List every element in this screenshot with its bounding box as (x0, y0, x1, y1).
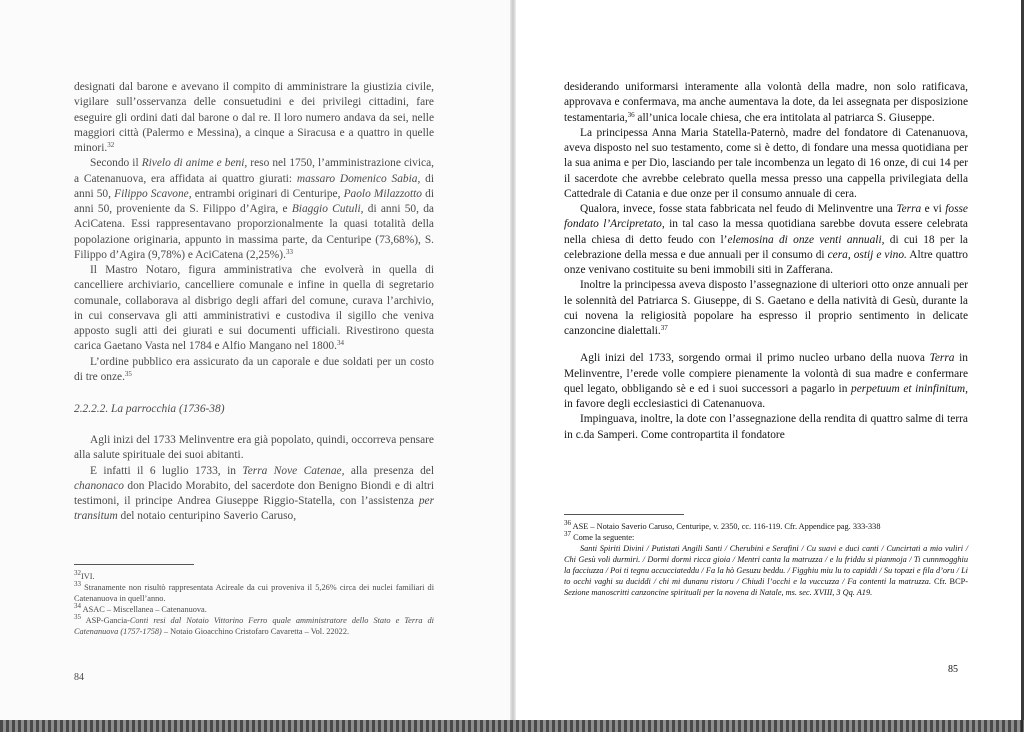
italic-text: Rivelo di anime e beni, (141, 157, 248, 170)
citation-text: Cfr. BCP- (931, 577, 968, 586)
footnote-ref: 37 (660, 324, 668, 332)
footnote-divider (564, 514, 684, 515)
paragraph (74, 355, 434, 386)
paragraph-text: in favore degli ecclesiastici di Catenanuova. (564, 398, 766, 410)
footnote-ref: 33 (285, 247, 293, 256)
paragraph-text: in tal caso la messa quotidiana sarebbe dovuta essere celebrata nella chiesa di detto feudo con l’ (564, 218, 968, 246)
italic-text: cera, ostij e vino. (827, 248, 907, 261)
paragraph: Impinguava, inoltre, la dote con l’assegnazione della rendita di quattro salme di terra in c.da Samperi. Come contropartita il fondatore (564, 413, 968, 441)
italic-text: per transitum (74, 495, 434, 523)
paragraph-text: desiderando uniformarsi interamente alla volontà della madre, non solo ratificava, approvava e confermava, ma anche aumentava la dote, da lei assegnata per disposizione testamentaria, (564, 81, 968, 124)
footnote-text: ASE – Notaio Saverio Caruso, Centuripe, v. 2350, cc. 116-119. Cfr. Appendice pag. 333-338 (572, 522, 881, 531)
paragraph-text: Altre quattro onze venivano costituite su beni immobili siti in Zafferana. (564, 248, 968, 276)
footnote-poem (564, 543, 968, 598)
footnote (564, 521, 968, 532)
footnote (564, 532, 968, 543)
paragraph-text: reso nel 1750, l’amministrazione civica, a Catenanuova, era affidata ai quattro giurati: (74, 157, 434, 185)
citation-text: Sezione manoscritti canzoncine spirituali per la novena di Natale, ms. sec. XVIII, 3 Qq. A19. (564, 588, 873, 597)
footnote-divider (74, 564, 194, 565)
italic-text: Conti resi dal Notaio Vittorino Ferro quale amministratore dello Stato e Terra di Catenanuova (1757-1758) (74, 616, 434, 636)
paragraph (564, 80, 968, 126)
paragraph: La principessa Anna Maria Statella-Paternò, madre del fondatore di Catenanuova, aveva disposto nel suo testamento, come si è detto, di fondare una messa quotidiana per la sua anima e per Dio, lasciando per tale incombenza un legato di 16 onze, di cui 14 per il sacerdote che avrebbe celebrato quella messa presso una cappella privilegiata della Cattedrale di Catania e due onze per il consumo annuale di cera. (564, 126, 968, 200)
paragraph-text: di anni 50, (74, 172, 434, 200)
paragraph-text: e vi (921, 203, 946, 215)
footnote-text: Come la seguente: (573, 533, 635, 542)
italic-text: Filippo Scavone, (114, 187, 192, 200)
paragraph: Agli inizi del 1733 Melinventre era già popolato, quindi, occorreva pensare alla salute spirituale dei suoi abitanti. (74, 434, 434, 462)
footnote-text: ASP-Gancia- (85, 616, 130, 625)
footnote (74, 571, 434, 582)
paragraph (74, 80, 434, 156)
paragraph-text: designati dal barone e avevano il compito di amministrare la giustizia civile, vigilare sull’osservanza delle consuetudini e dei privilegi cittadini, fare eseguire gli ordini dati dal barone o dal re. Il loro numero andava da sei, nelle maggiori città (Palermo e Messina), a cinque a Siracusa e a quattro in quelle minori. (74, 81, 434, 154)
left-page (0, 0, 510, 732)
paragraph-text: di cui 18 per la celebrazione della messa e due annuali per il consumo di (564, 233, 968, 261)
italic-text: Biaggio Cutuli, (291, 203, 364, 215)
page-number: 85 (948, 664, 958, 675)
section-heading: 2.2.2.2. La parrocchia (1736-38) (74, 403, 225, 415)
paragraph-text: del notaio centuripino Saverio Caruso, (117, 510, 297, 523)
italic-text: Terra (896, 203, 922, 215)
footnote-text: Stranamente non risultò rappresentata Acireale da cui proveniva il 5,26% circa dei nuclei familiari di Catenanuova in quell’anno. (74, 583, 434, 603)
paragraph-text: Inoltre la principessa aveva disposto l’assegnazione di ulteriori otto onze annuali per le solennità del Patriarca S. Giuseppe, di S. Gaetano e della natività di Gesù, durante la cui novena la religiosità popolare ha espresso il proprio sentimento in delicate canzoncine dialettali. (564, 279, 968, 337)
footnote-text: IVI. (81, 572, 95, 581)
poem-text: Santi Spiriti Divini / Putistati Angili Santi / Cherubini e Serafini / Cu suavi e duci canti / Cuncirtati a mio vuliri / Chi Gesù voli durmiri. / Dormi dormi ricca gioia / Mentri canta la matruzza / e lu friddu si pianmoja / Ti cunnmogghiu la facciuzza / Poi ti tegnu accucciateddu / Fa la hò Gesuzu beddu. / Figghiu miu lu to capiddi / Su topazi e fila d’oru / Li to occhi vaghi su duciddi / chi mi dunanu ristoru / Chiudi l’occhi e la vuccuzza / Fa contenti la matruzza. (564, 544, 968, 586)
footnote (74, 615, 434, 637)
paragraph-text: Secondo il (90, 157, 139, 170)
paragraph-text: alla presenza del (344, 464, 435, 477)
paragraph (74, 156, 434, 263)
footnote-number: 34 (74, 602, 81, 610)
paragraph-text: all’unica locale chiesa, che era intitolata al patriarca S. Giuseppe. (634, 111, 935, 124)
italic-text: Terra Nove Catenae, (242, 464, 345, 477)
paragraph (74, 263, 434, 355)
left-footnotes (74, 564, 434, 637)
italic-text: elemosina di onze venti annuali, (727, 233, 885, 246)
paragraph-text: in Melinventre, l’erede volle compiere pienamente la volontà di sua madre e confermare quel legato, obbligando sè e ed i suoi successori a pagarlo in (564, 352, 968, 395)
footnote-ref: 36 (627, 110, 635, 119)
paragraph-text: di anni 50, da AciCatena. Essi rappresentavano proporzionalmente la quasi totalità della popolazione originaria, appunto in massima parte, da Centuripe (73,68%), S. Filippo d’Agira (9,78%) e AciCatena (2,25%). (74, 203, 434, 261)
footnote-number: 36 (564, 519, 571, 527)
footnote (74, 604, 434, 615)
page-number: 84 (74, 672, 84, 683)
paragraph-text: di anni 50, proveniente da S. Filippo d’Agira, e (74, 187, 434, 215)
paragraph-text: entrambi originari di Centuripe, (191, 187, 344, 200)
footnote-text: – Notaio Gioacchino Cristofaro Cavaretta – Vol. 22022. (161, 627, 350, 636)
paragraph-text: Qualora, invece, fosse stata fabbricata nel feudo di Melinventre una (580, 203, 897, 215)
right-page-body (564, 80, 968, 443)
footnote (74, 582, 434, 604)
italic-text: massaro Domenico Sabia, (296, 172, 421, 185)
paragraph (74, 464, 434, 525)
italic-text: fosse fondato l’Arcipretato, (564, 203, 968, 231)
footnote-ref: 34 (336, 339, 344, 348)
right-footnotes (564, 514, 968, 598)
footnote-number: 37 (564, 530, 571, 538)
paragraph (564, 202, 968, 278)
paragraph-text: don Placido Morabito, del sacerdote don Benigno Biondi e di altri testimoni, il principe Andrea Giuseppe Riggio-Statella, con l’assistenza (74, 479, 434, 507)
paragraph-text: L’ordine pubblico era assicurato da un caporale e due soldati per un costo di tre onze. (74, 355, 434, 383)
paragraph-gap (564, 339, 968, 351)
italic-text: Paolo Milazzotto (343, 187, 422, 200)
italic-text: chanonaco (74, 479, 124, 492)
footnote-ref: 35 (124, 369, 132, 378)
italic-text: Terra (929, 352, 955, 365)
italic-text: perpetuum et ininfinitum, (851, 382, 968, 395)
paragraph-text: E infatti il 6 luglio 1733, in (90, 464, 243, 477)
footnote-ref: 32 (107, 141, 115, 149)
right-page (516, 0, 1024, 732)
paragraph (564, 278, 968, 339)
paragraph (564, 351, 968, 412)
left-page-body (74, 80, 434, 525)
scan-bottom-edge (0, 720, 1024, 732)
footnote-number: 35 (74, 613, 81, 621)
paragraph-text: Il Mastro Notaro, figura amministrativa che evolverà in quella di cancelliere archiviario, cancelliere comunale e infine in quella di segretario comunale, collaborava al disbrigo degli affari del comune, curava l’archivio, in cui conservava gli atti amministrativi e custodiva il sigillo che veniva apposto sugli atti dei giurati e sui documenti ufficiali. Rivestirono questa carica Gaetano Vasta nel 1784 e Alfio Mangano nel 1800. (74, 264, 434, 353)
footnote-number: 32 (74, 569, 81, 577)
footnote-text: ASAC – Miscellanea – Catenanuova. (82, 605, 207, 614)
paragraph-text: Agli inizi del 1733, sorgendo ormai il primo nucleo urbano della nuova (580, 352, 930, 365)
footnote-number: 33 (74, 580, 81, 588)
